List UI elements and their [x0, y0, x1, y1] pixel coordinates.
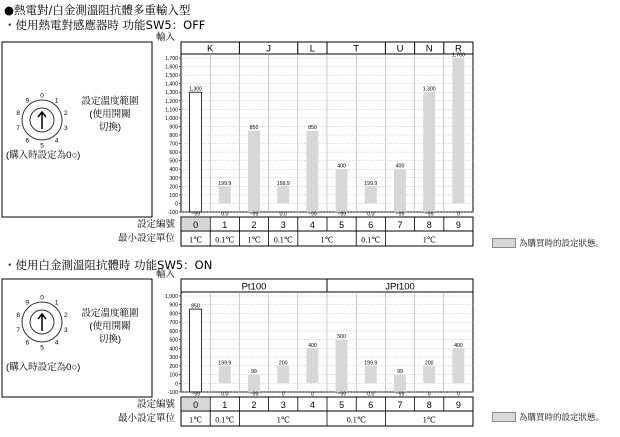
- range-bar: [336, 340, 348, 392]
- dial-label-line: 設定溫度範圍: [81, 96, 139, 107]
- min-setting-unit: 1℃: [320, 235, 334, 245]
- legend-2: [492, 411, 604, 423]
- setting-code: 7: [397, 220, 403, 230]
- min-setting-unit: 0.1℃: [361, 235, 381, 245]
- y-tick-label: -100: [167, 210, 178, 216]
- dial-digit: 6: [25, 339, 30, 347]
- bar-low-label: 0.0: [279, 211, 287, 218]
- dial-digit: 3: [63, 125, 68, 133]
- dial-label-line: 切換): [98, 334, 122, 345]
- bar-low-label: −99: [249, 391, 259, 398]
- row-label-unit: 最小設定單位: [117, 413, 175, 424]
- bar-high-label: 850: [191, 303, 200, 310]
- setting-code: 2: [251, 220, 257, 230]
- setting-code: 1: [222, 400, 228, 410]
- range-bar: [365, 366, 377, 383]
- input-group-label: R: [454, 43, 462, 55]
- bar-low-label: −99: [191, 211, 201, 218]
- bar-high-label: 199.9: [364, 360, 378, 367]
- dial-digit: 8: [16, 311, 21, 319]
- bar-low-label: 0: [310, 391, 314, 398]
- dial-label-line: 切換): [98, 122, 122, 133]
- y-tick-label: 1,300: [165, 90, 178, 97]
- dial-digit: 4: [54, 137, 59, 145]
- bar-high-label: 400: [454, 342, 463, 349]
- min-setting-unit: 0.1℃: [215, 235, 235, 245]
- range-bar: [452, 348, 464, 383]
- bar-low-label: −99: [337, 211, 347, 218]
- bar-low-label: −99: [395, 391, 405, 398]
- dial-digit: 3: [63, 327, 68, 335]
- dial-digit: 0: [40, 92, 44, 100]
- bar-high-label: 400: [308, 342, 317, 349]
- min-setting-unit: 1℃: [189, 235, 203, 245]
- bar-high-label: 400: [337, 163, 346, 170]
- dial-digit: 5: [40, 344, 44, 352]
- bar-low-label: 0.0: [367, 391, 375, 398]
- bar-low-label: −99: [191, 391, 201, 398]
- dial-label-line: 設定溫度範圍: [81, 308, 139, 319]
- dial-digit: 7: [16, 125, 21, 133]
- bar-high-label: 200: [278, 360, 288, 367]
- setting-code: 5: [339, 400, 345, 410]
- bar-low-label: −99: [307, 211, 317, 218]
- bar-high-label: 199.9: [276, 180, 290, 187]
- bar-low-label: 0.0: [367, 211, 375, 218]
- row-label-code: 設定編號: [136, 219, 175, 230]
- bar-low-label: 0: [281, 391, 285, 398]
- bar-high-label: 850: [249, 125, 259, 132]
- min-setting-unit: 1℃: [422, 415, 436, 425]
- setting-code: 7: [397, 400, 403, 410]
- y-tick-label: 1,100: [165, 107, 178, 114]
- purchase-note: (購入時設定為0○): [6, 150, 81, 161]
- y-tick-label: 1,600: [165, 64, 178, 71]
- dial-digit: 2: [63, 311, 68, 319]
- setting-code: 3: [280, 220, 286, 230]
- range-bar: [277, 366, 289, 383]
- row-label-unit: 最小設定單位: [117, 233, 175, 244]
- dial-digit: 7: [16, 327, 21, 335]
- legend-swatch: [492, 412, 516, 422]
- row-label-input: 輸入: [155, 32, 175, 43]
- min-setting-unit: 0.1℃: [346, 415, 366, 425]
- dial-digit: 4: [54, 339, 59, 347]
- bar-high-label: 99: [397, 369, 403, 376]
- setting-code: 6: [368, 220, 374, 230]
- min-setting-unit: 0.1℃: [273, 235, 293, 245]
- input-group-label: L: [309, 43, 316, 55]
- y-tick-label: 800: [169, 311, 178, 318]
- range-bar: [248, 375, 260, 392]
- bar-high-label: 500: [337, 334, 346, 341]
- bar-low-label: −99: [395, 211, 405, 218]
- y-tick-label: 600: [169, 328, 178, 335]
- dial-digit: 8: [16, 109, 21, 117]
- row-label-code: 設定編號: [136, 399, 175, 410]
- bar-low-label: −99: [424, 211, 434, 218]
- dial-label-line: (使用開關: [89, 321, 131, 332]
- input-group-label: Pt100: [241, 281, 267, 293]
- setting-code: 8: [426, 400, 432, 410]
- legend-label: 為購買時的設定狀態。: [519, 413, 605, 423]
- bar-low-label: 0: [456, 211, 460, 218]
- purchase-note: (購入時設定為0○): [6, 362, 81, 373]
- min-setting-unit: 0.1℃: [215, 415, 235, 425]
- section-2-subtitle: ・使用白金測溫阻抗體時 功能SW5：ON: [4, 258, 213, 272]
- input-group-label: J: [266, 43, 271, 55]
- y-tick-label: 900: [169, 124, 178, 131]
- min-setting-unit: 1℃: [422, 235, 436, 245]
- min-setting-unit: 1℃: [189, 415, 203, 425]
- dial-digit: 6: [25, 137, 30, 145]
- input-group-label: N: [425, 43, 433, 55]
- bar-high-label: 199.9: [218, 180, 232, 187]
- setting-code: 8: [426, 220, 432, 230]
- setting-code: 4: [309, 400, 315, 410]
- y-tick-label: 500: [169, 337, 178, 344]
- dial-digit: 5: [40, 142, 44, 150]
- dial-label-line: (使用開關: [89, 109, 131, 120]
- y-tick-label: 100: [169, 372, 178, 379]
- input-group-label: JPt100: [385, 281, 415, 293]
- y-tick-label: 200: [169, 184, 178, 191]
- range-bar: [306, 348, 318, 383]
- bar-high-label: 199.9: [364, 180, 378, 187]
- input-group-label: T: [353, 43, 360, 55]
- bar-high-label: 400: [395, 163, 405, 170]
- setting-code: 2: [251, 400, 257, 410]
- y-tick-label: 300: [169, 175, 178, 182]
- y-tick-label: 1,000: [165, 115, 178, 122]
- bar-low-label: 0: [456, 391, 460, 398]
- dial-digit: 2: [63, 109, 68, 117]
- y-tick-label: 500: [169, 158, 178, 165]
- section-1-subtitle: ・使用熱電對感應器時 功能SW5：OFF: [4, 18, 206, 32]
- dial-digit: 9: [25, 299, 30, 307]
- y-tick-label: 400: [169, 167, 178, 174]
- bar-low-label: 0.0: [221, 211, 229, 218]
- y-tick-label: -100: [167, 390, 178, 396]
- y-tick-label: 400: [169, 346, 178, 353]
- legend-1: [492, 237, 604, 249]
- dial-digit: 1: [54, 97, 59, 105]
- y-tick-label: 1,700: [165, 56, 178, 62]
- y-tick-label: 700: [169, 320, 178, 327]
- bar-high-label: 99: [251, 369, 257, 376]
- y-tick-label: 600: [169, 150, 178, 157]
- y-tick-label: 0: [175, 381, 178, 388]
- setting-code: 5: [339, 220, 345, 230]
- bar-high-label: 850: [308, 125, 317, 132]
- setting-code: 3: [280, 400, 286, 410]
- bar-high-label: 199.9: [218, 360, 232, 367]
- min-setting-unit: 1℃: [247, 235, 261, 245]
- range-bar: [219, 366, 231, 383]
- y-tick-label: 1,200: [165, 98, 178, 105]
- setting-code: 0: [193, 220, 199, 230]
- setting-code: 9: [455, 400, 461, 410]
- bar-low-label: −99: [337, 391, 347, 398]
- y-tick-label: 0: [175, 201, 178, 208]
- range-bar: [190, 309, 202, 392]
- legend-swatch: [492, 238, 516, 248]
- y-tick-label: 300: [169, 355, 178, 362]
- dial-panel: [2, 279, 152, 397]
- bar-high-label: 1,700: [451, 52, 465, 59]
- dial-digit: 0: [40, 294, 44, 302]
- y-tick-label: 1,500: [165, 73, 178, 80]
- y-tick-label: 900: [169, 302, 178, 309]
- range-bar: [423, 366, 435, 383]
- y-tick-label: 700: [169, 141, 178, 148]
- setting-code: 6: [368, 400, 374, 410]
- bar-low-label: −99: [249, 211, 259, 218]
- setting-code: 4: [309, 220, 315, 230]
- dial-digit: 9: [25, 97, 30, 105]
- y-tick-label: 1,000: [165, 294, 178, 300]
- min-setting-unit: 1℃: [276, 415, 290, 425]
- bar-high-label: 200: [424, 360, 434, 367]
- input-group-label: K: [207, 43, 214, 55]
- setting-code: 0: [193, 400, 199, 410]
- bar-low-label: 0.0: [221, 391, 229, 398]
- input-group-label: U: [396, 43, 404, 55]
- range-bar: [394, 375, 406, 392]
- y-tick-label: 200: [169, 363, 178, 370]
- bar-high-label: 1,300: [189, 86, 203, 93]
- y-tick-label: 800: [169, 133, 178, 139]
- y-tick-label: 100: [169, 192, 178, 199]
- setting-code: 9: [455, 220, 461, 230]
- bar-high-label: 1,300: [422, 86, 436, 93]
- row-label-input: 輸入: [155, 269, 175, 280]
- legend-label: 為購買時的設定狀態。: [519, 239, 605, 249]
- setting-code: 1: [222, 220, 228, 230]
- y-tick-label: 1,400: [165, 81, 178, 88]
- page-title: ●熱電對/白金測溫阻抗體多重輸入型: [4, 3, 191, 17]
- dial-digit: 1: [54, 299, 59, 307]
- bar-low-label: 0: [427, 391, 431, 398]
